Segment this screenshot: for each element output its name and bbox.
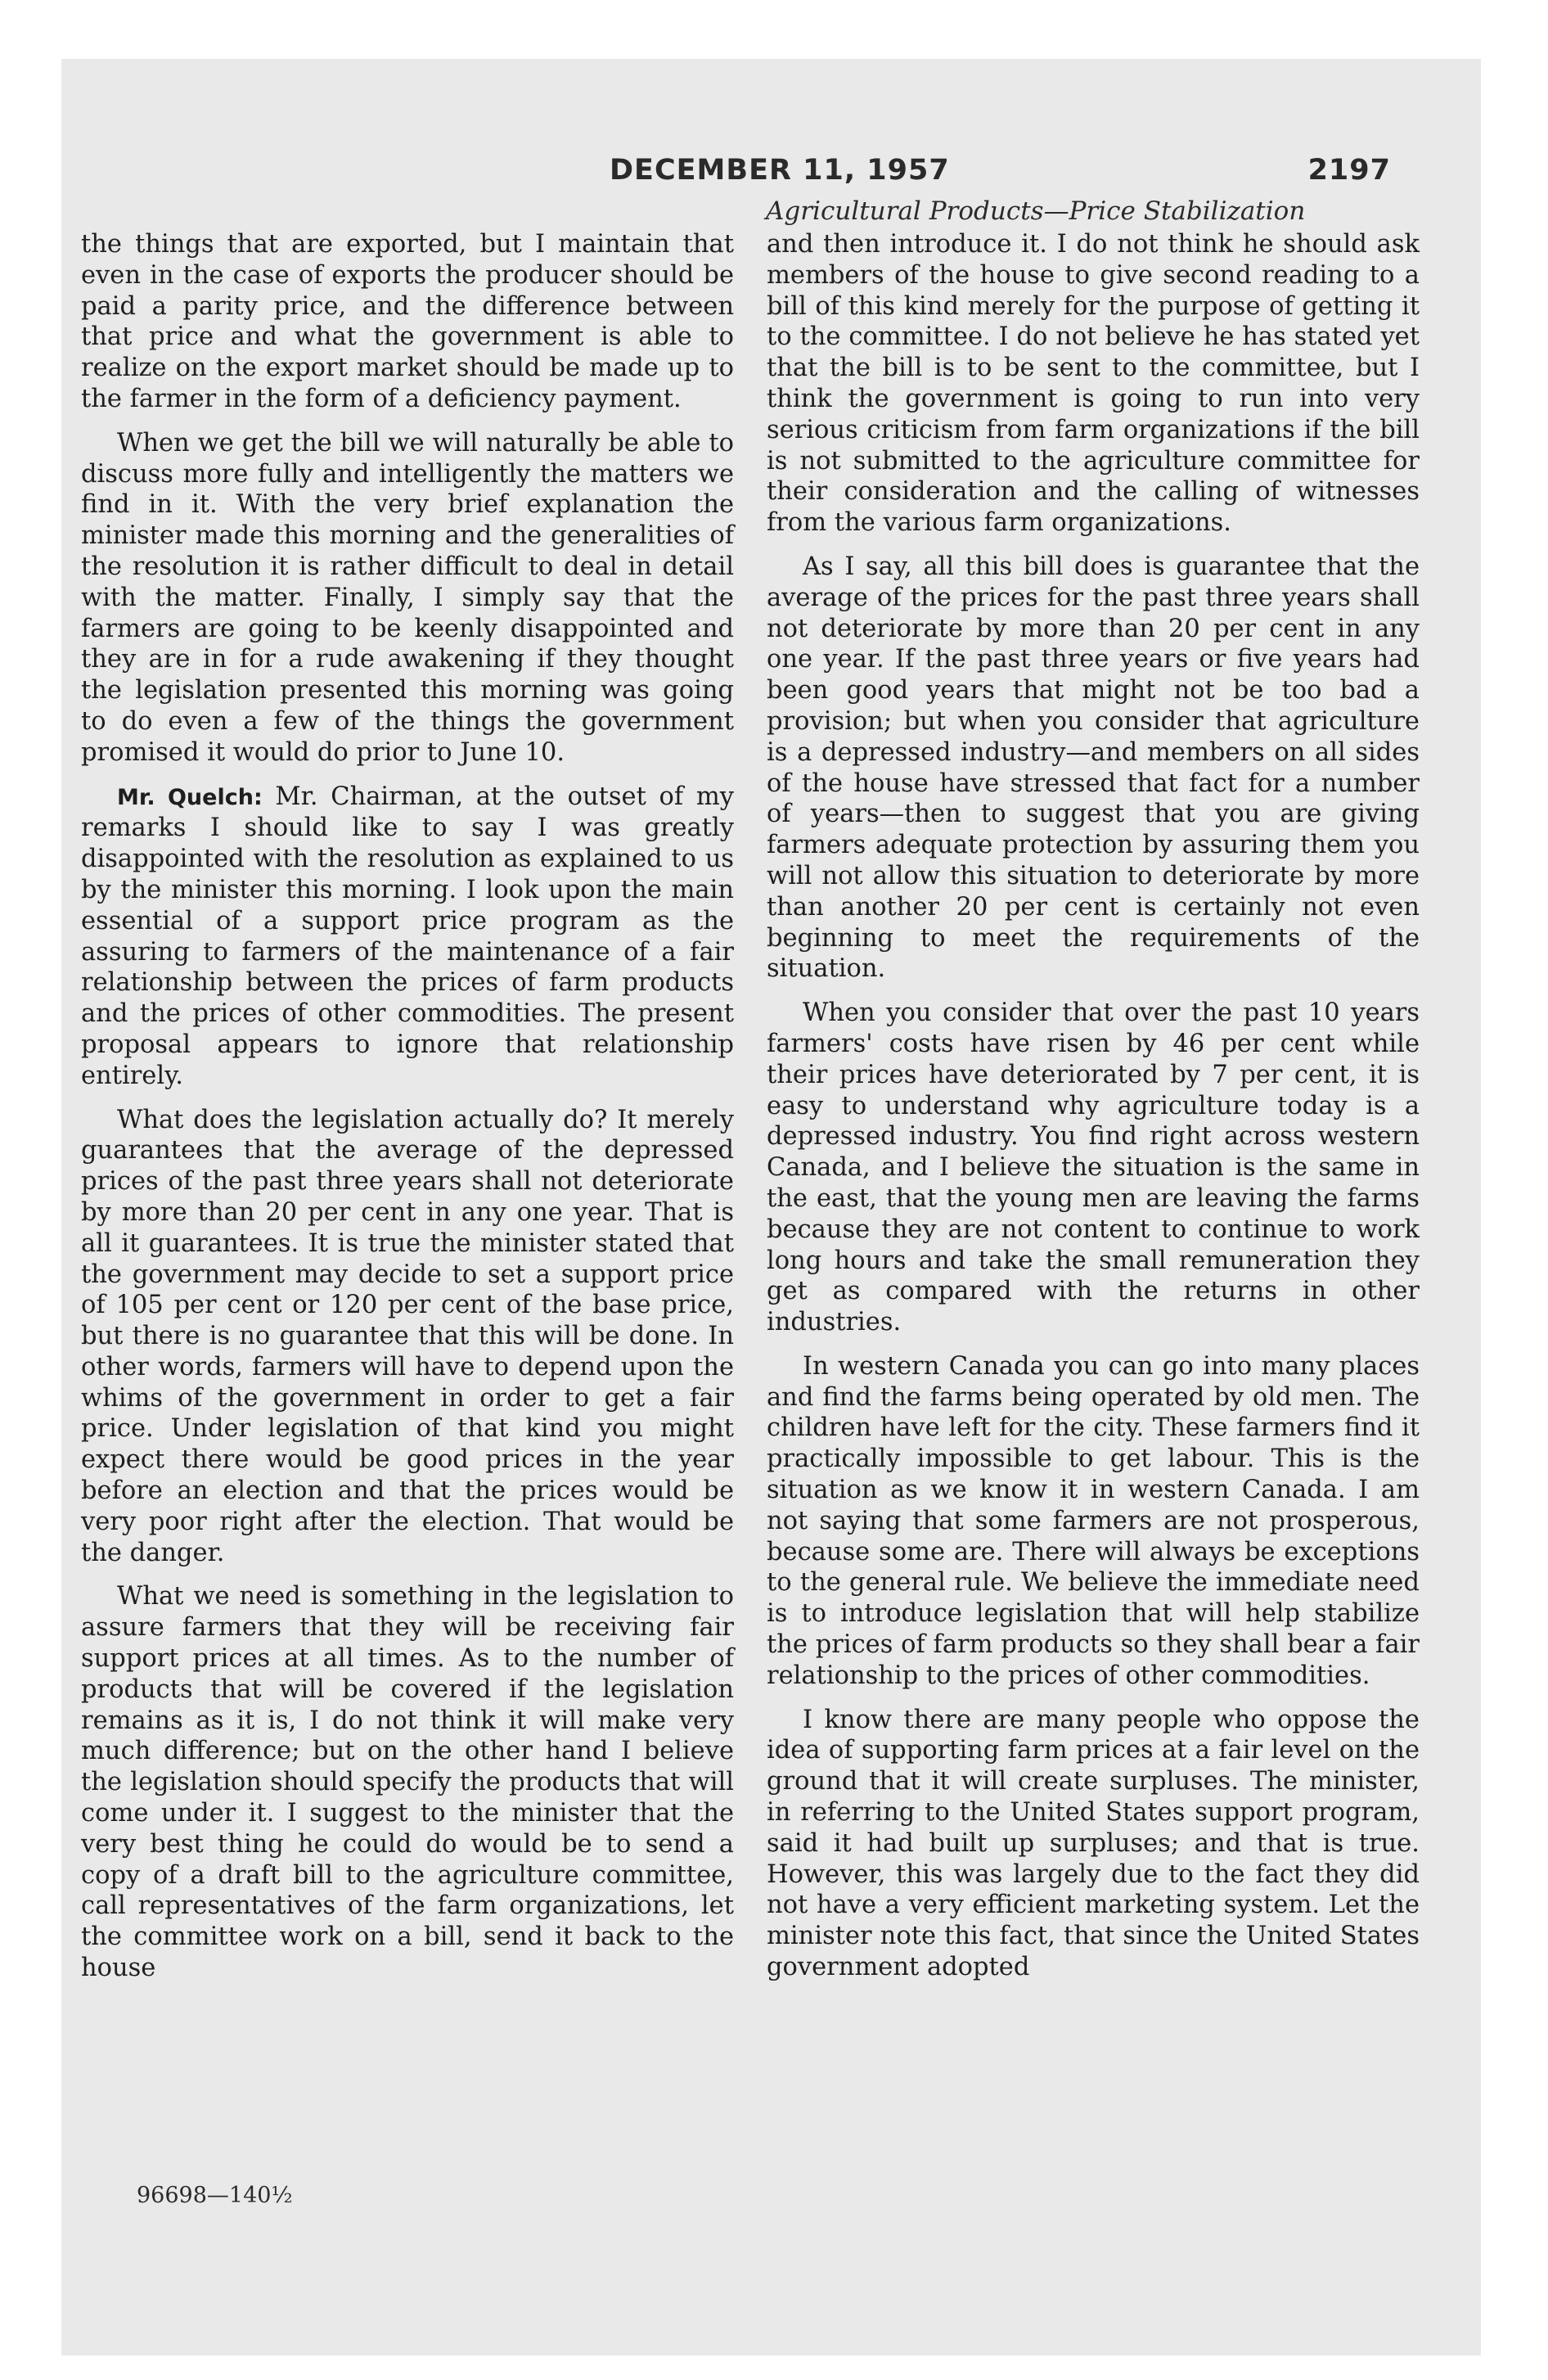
page-header (123, 98, 1391, 226)
paragraph: As I say, all this bill does is guarantee that the average of the prices for the past three years shall not deteriorate by more than 20 per cent in any one year. If the past three years or five years had been good years that might not be too bad a provision; but when you consider that agriculture is a depressed industry—and members on all sides of the house have stressed that fact for a number of years—then to suggest that you are giving farmers adequate protection by assuring them you will not allow this situation to deteriorate by more than another 20 per cent is certainly not even beginning to meet the requirements of the situation. (767, 552, 1420, 984)
paragraph: In western Canada you can go into many places and find the farms being operated by old men. The children have left for the city. These farmers find it practically impossible to get labour. This is the situation as we know it in western Canada. I am not saying that some farmers are not prosperous, because some are. There will always be exceptions to the general rule. We believe the immediate need is to introduce legislation that will help stabilize the prices of farm products so they shall bear a fair relationship to the prices of other commodities. (767, 1351, 1420, 1690)
header-date: DECEMBER 11, 1957 (610, 154, 950, 187)
left-column (81, 229, 734, 1997)
paragraph: When you consider that over the past 10 years farmers' costs have risen by 46 per cent while their prices have deteriorated by 7 per cent, it is easy to understand why agriculture today is a depressed industry. You find right across western Canada, and I believe the situation is the same in the east, that the young men are leaving the farms because they are not content to continue to work long hours and take the small remuneration they get as compared with the returns in other industries. (767, 998, 1420, 1337)
paragraph: I know there are many people who oppose the idea of supporting farm prices at a fair level on the ground that it will create surpluses. The minister, in referring to the United States support program, said it had built up surpluses; and that is true. However, this was largely due to the fact they did not have a very efficient marketing system. Let the minister note this fact, that since the United States government adopted (767, 1705, 1420, 1982)
paragraph: What we need is something in the legislation to assure farmers that they will be receiving fair support prices at all times. As to the number of products that will be covered if the legislation remains as it is, I do not think it will make very much difference; but on the other hand I believe the legislation should specify the products that will come under it. I suggest to the minister that the very best thing he could do would be to send a copy of a draft bill to the agriculture committee, call representatives of the farm organizations, let the committee work on a bill, send it back to the house (81, 1582, 734, 1983)
printer-signature: 96698—140½ (137, 2183, 293, 2208)
paragraph: What does the legislation actually do? It merely guarantees that the average of the depressed prices of the past three years shall not deteriorate by more than 20 per cent in any one year. That is all it guarantees. It is true the minister stated that the government may decide to set a support price of 105 per cent or 120 per cent of the base price, but there is no guarantee that this will be done. In other words, farmers will have to depend upon the whims of the government in order to get a fair price. Under legislation of that kind you might expect there would be good prices in the year before an election and that the prices would be very poor right after the election. That would be the danger. (81, 1105, 734, 1567)
speaker-name: Mr. Quelch: (117, 784, 263, 810)
paragraph: When we get the bill we will naturally be able to discuss more fully and intelligently the matters we find in it. With the very brief explanation the minister made this morning and the generalities of the resolution it is rather difficult to deal in detail with the matter. Finally, I simply say that the farmers are going to be keenly disappointed and they are in for a rude awakening if they thought the legislation presented this morning was going to do even a few of the things the government promised it would do prior to June 10. (81, 428, 734, 767)
paragraph: and then introduce it. I do not think he should ask members of the house to give second reading to a bill of this kind merely for the purpose of getting it to the committee. I do not believe he has stated yet that the bill is to be sent to the committee, but I think the government is going to run into very serious criticism from farm organizations if the bill is not submitted to the agriculture committee for their consideration and the calling of witnesses from the various farm organizations. (767, 230, 1420, 538)
right-column (767, 229, 1420, 1996)
speech-text: Mr. Chairman, at the outset of my remarks I should like to say I was greatly disappointed with the resolution as explained to us by the minister this morning. I look upon the main essential of a support price program as the assuring to farmers of the maintenance of a fair relationship between the prices of farm products and the prices of other commodities. The present proposal appears to ignore that relationship entirely. (81, 782, 734, 1090)
paragraph (81, 782, 734, 1092)
header-subject: Agricultural Products—Price Stabilization (766, 196, 1306, 226)
page-number: 2197 (1307, 154, 1391, 187)
paragraph: the things that are exported, but I maintain that even in the case of exports the producer should be paid a parity price, and the difference between that price and what the government is able to realize on the export market should be made up to the farmer in the form of a deficiency payment. (81, 230, 734, 413)
